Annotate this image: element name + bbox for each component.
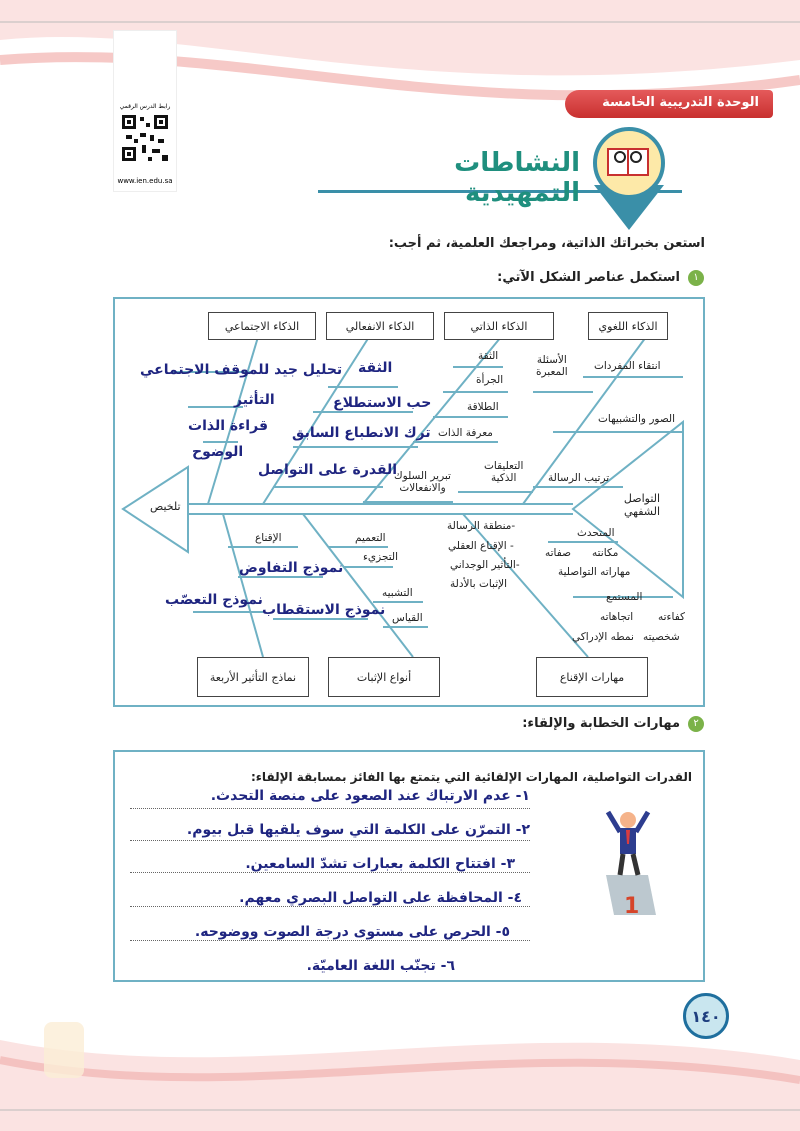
page-number: ١٤٠ (691, 1006, 721, 1026)
persuasion-item: المستمع (606, 591, 643, 603)
q2-number: ٢ (693, 718, 699, 729)
bottom-wave-decoration (0, 1000, 800, 1131)
tail-label: تلخيص (150, 500, 181, 513)
proof-item: التجزيء (363, 551, 399, 563)
qr-url[interactable]: www.ien.edu.sa (117, 177, 173, 185)
q1-number: ١ (693, 272, 699, 283)
persuasion-center-item: الإقناع العقلي - (448, 540, 514, 552)
proof-item: القياس (392, 612, 423, 624)
svg-text:1: 1 (624, 894, 640, 919)
section-title: النشاطات التمهيدية (454, 148, 580, 208)
social-answer: الوضوح (192, 444, 244, 460)
answer-line (130, 872, 530, 873)
emotional-answer: ترك الانطباع السابق (292, 425, 431, 441)
q2-answer: ٤- المحافظة على التواصل البصري معهم. (239, 890, 522, 906)
social-answer: التأثير (234, 392, 275, 408)
ling-item: انتقاء المفردات (594, 360, 661, 372)
qr-caption: رابط الدرس الرقمي (119, 103, 171, 110)
self-item: الجرأة (476, 374, 504, 386)
ling-item: الأسئلة المعبرة (536, 354, 568, 378)
persuasion-center-item: منطقة الرسالة- (447, 520, 516, 532)
intro-text: استعن بخبراتك الذاتية، ومراجعك العلمية، ثم أجب: (388, 236, 705, 251)
emotional-answer: القدرة على التواصل (258, 462, 398, 478)
qr-block[interactable] (113, 30, 177, 192)
self-item: معرفة الذات (438, 427, 493, 439)
persuasion-item: كفاءته (658, 611, 685, 623)
persuasion-item: صفاته (545, 547, 571, 559)
persuasion-item: مهاراته التواصلية (558, 566, 631, 578)
model-given: الإقناع (255, 532, 282, 544)
q2-answer: ٥- الحرص على مستوى درجة الصوت ووضوحه. (194, 924, 510, 940)
box-emotional: الذكاء الانفعالي (326, 312, 434, 340)
persuasion-item: اتجاهاته (600, 611, 634, 623)
social-answer: قراءة الذات (188, 418, 268, 434)
persuasion-item: شخصيته (643, 631, 680, 643)
unit-banner (565, 90, 773, 118)
proof-item: التعميم (355, 532, 386, 544)
q2-answer: ١- عدم الارتباك عند الصعود على منصة التحدث. (210, 788, 530, 804)
head-label: التواصل الشفهي (623, 492, 661, 518)
box-social: الذكاء الاجتماعي (208, 312, 316, 340)
self-item: تبرير السلوك والانفعالات (394, 470, 451, 494)
model-answer: نموذج التفاوض (239, 560, 344, 576)
box-influence-models: نماذج التأثير الأربعة (197, 657, 309, 697)
social-answer: تحليل جيد للموقف الاجتماعي (140, 362, 343, 378)
q2-answer: ٦- تجنّب اللغة العاميّة. (306, 958, 455, 974)
self-item: الثقة (478, 350, 499, 362)
q1-prompt: استكمل عناصر الشكل الآتي: (497, 270, 680, 285)
book-emblem-icon (586, 125, 672, 235)
emotional-answer: الثقة (358, 360, 393, 376)
persuasion-center-item: التأثير الوجداني- (450, 559, 520, 571)
box-proof-types: أنواع الإثبات (328, 657, 440, 697)
emotional-answer: حب الاستطلاع (333, 395, 432, 411)
box-self: الذكاء الذاتي (444, 312, 554, 340)
persuasion-item: المتحدث (577, 527, 615, 539)
proof-item: التشبيه (382, 587, 413, 599)
qr-code-icon (120, 113, 170, 163)
q2-prompt: مهارات الخطابة والإلقاء: (522, 716, 680, 731)
q2-lead: القدرات التواصلية، المهارات الإلقائية التي يتمتع بها الفائز بمسابقة الإلقاء: (251, 770, 692, 784)
ling-item: التعليقات الذكية (484, 460, 524, 484)
box-persuasion-skills: مهارات الإقناع (536, 657, 648, 697)
page-number-badge (683, 993, 729, 1039)
answer-line (130, 906, 530, 907)
q2-answer: ٣- افتتاح الكلمة بعبارات تشدّ السامعين. (245, 856, 515, 872)
self-item: الطلاقة (467, 401, 499, 413)
logo-watermark (44, 1022, 84, 1078)
box-linguistic: الذكاء اللغوي (588, 312, 668, 340)
answer-line (130, 808, 530, 809)
persuasion-item: نمطه الإدراكي (572, 631, 634, 643)
persuasion-center-item: الإثبات بالأدلة (450, 578, 508, 590)
ling-item: الصور والتشبيهات (598, 413, 676, 425)
model-answer: نموذج التعصّب (165, 592, 263, 608)
winner-figure-icon (598, 800, 658, 920)
q1-number-badge (688, 270, 704, 286)
persuasion-item: مكانته (592, 547, 619, 559)
q2-number-badge (688, 716, 704, 732)
ling-item: ترتيب الرسالة (548, 472, 610, 484)
answer-line (130, 940, 530, 941)
q2-answer: ٢- التمرّن على الكلمة التي سوف يلقيها قبل بيوم. (186, 822, 530, 838)
answer-line (130, 840, 530, 841)
model-answer: نموذج الاستقطاب (262, 602, 386, 618)
unit-label: الوحدة التدريبية الخامسة (602, 95, 759, 110)
